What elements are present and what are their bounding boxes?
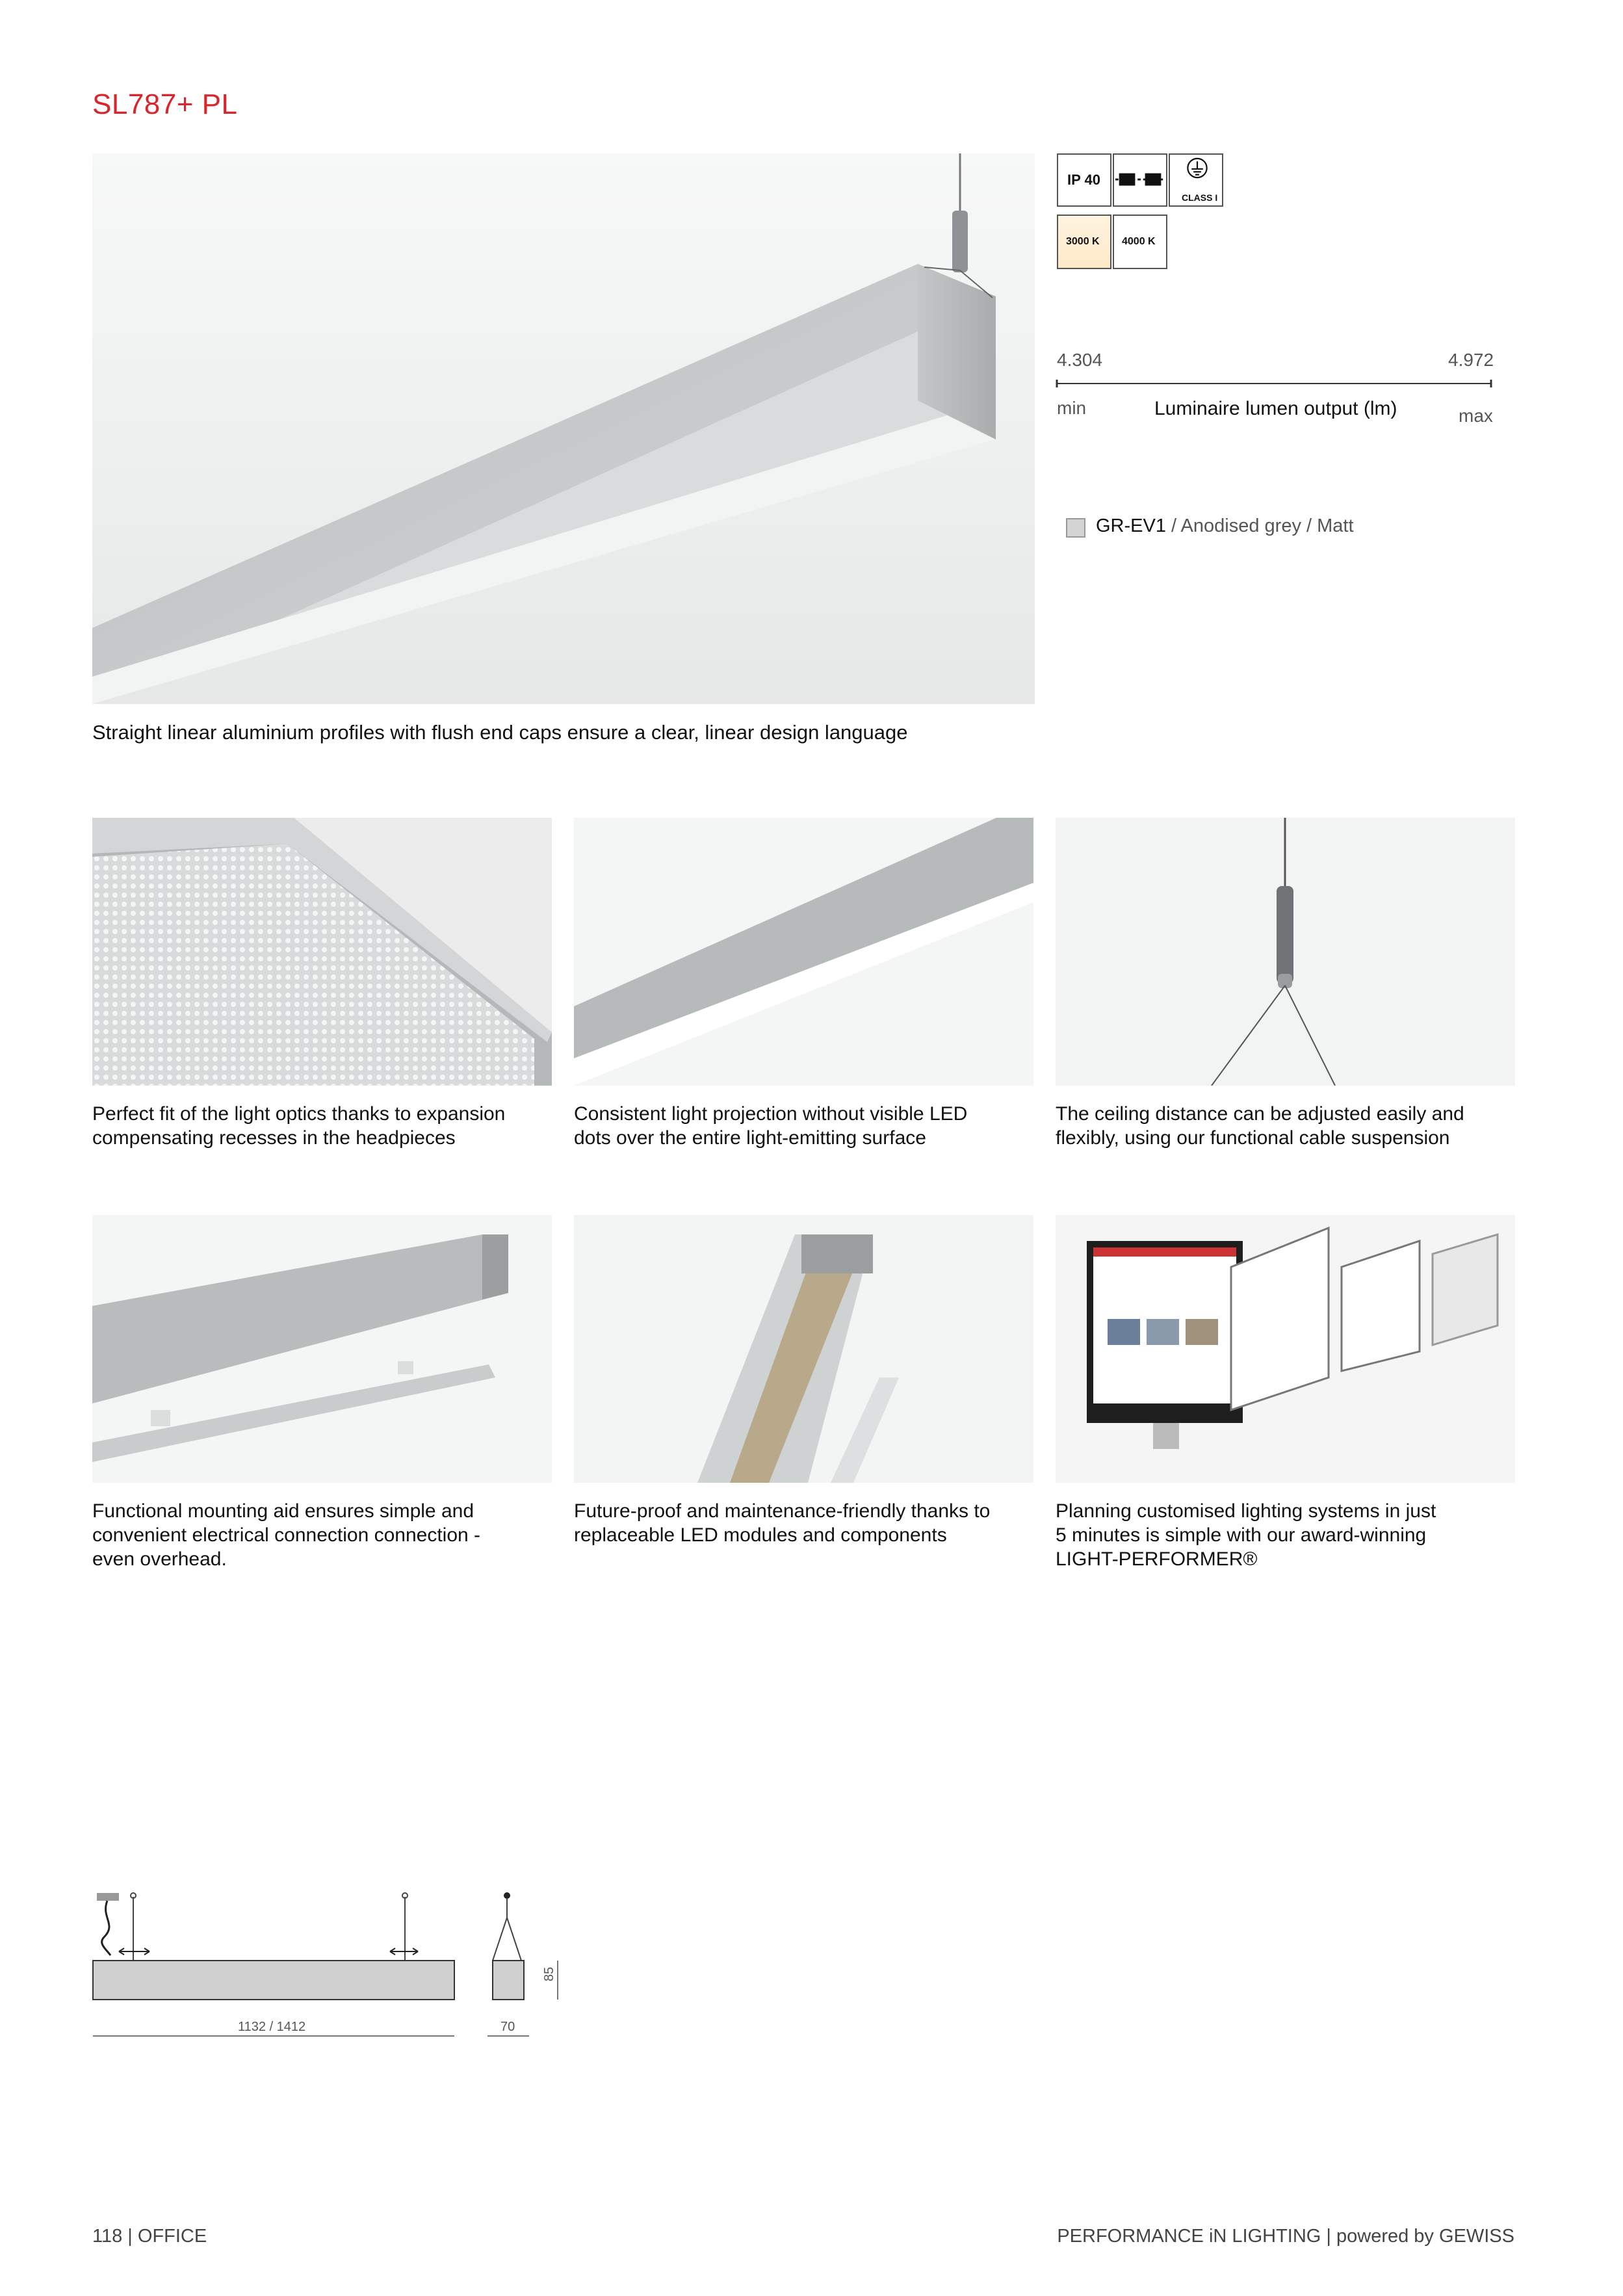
- feature-caption-led-modules: Future-proof and maintenance-friendly thanks to replaceable LED modules and components: [574, 1500, 991, 1546]
- footer-page-section: 118 | OFFICE: [92, 2226, 207, 2247]
- footer-brand-tagline: PERFORMANCE iN LIGHTING | powered by GEWISS: [1057, 2226, 1514, 2247]
- feature-image-cable-suspension: [1056, 818, 1515, 1086]
- through-wiring-icon: [1114, 155, 1166, 205]
- feature-caption-cable-suspension: The ceiling distance can be adjusted easily and flexibly, using our functional cable suspension: [1056, 1103, 1464, 1149]
- feature-caption-mounting-aid: Functional mounting aid ensures simple and convenient electrical connection connection - even overhead.: [92, 1500, 481, 1570]
- finish-code: GR-EV1: [1096, 515, 1166, 536]
- ip-rating-badge: [1057, 153, 1111, 207]
- class-i-badge: [1169, 153, 1223, 207]
- color-temp-4000k-label: 4000 K: [1122, 236, 1156, 247]
- linear-luminaire-illustration: [92, 153, 1035, 704]
- class-i-label: CLASS I: [1182, 192, 1218, 203]
- lumen-scale-title: Luminaire lumen output (lm): [1154, 398, 1397, 419]
- feature-caption-optics: Perfect fit of the light optics thanks to expansion compensating recesses in the headpieces: [92, 1103, 506, 1149]
- hero-caption: Straight linear aluminium profiles with flush end caps ensure a clear, linear design language: [92, 721, 908, 744]
- color-temp-3000k-badge: [1057, 215, 1111, 269]
- dimension-drawing-section: [487, 1885, 565, 2041]
- through-wiring-badge: [1113, 153, 1167, 207]
- lumen-max-value: 4.972: [1448, 350, 1494, 370]
- feature-image-light-performer: [1056, 1215, 1515, 1483]
- prismatic-diffuser-illustration: [92, 818, 552, 1086]
- light-projection-illustration: [574, 818, 1033, 1086]
- color-temp-4000k-badge: [1113, 215, 1167, 269]
- hero-product-image: [92, 153, 1035, 704]
- finish-description: / Anodised grey / Matt: [1165, 515, 1354, 536]
- lumen-min-value: 4.304: [1057, 350, 1103, 370]
- feature-caption-light-projection: Consistent light projection without visible LED dots over the entire light-emitting surface: [574, 1103, 968, 1149]
- led-module-illustration: [574, 1215, 1033, 1483]
- feature-image-led-modules: [574, 1215, 1033, 1483]
- page-title: SL787+ PL: [92, 88, 238, 120]
- earth-ground-icon: [1170, 155, 1225, 194]
- lumen-min-label: min: [1057, 398, 1087, 418]
- height-dimension-label: 85: [542, 1966, 556, 1981]
- feature-image-optics: [92, 818, 552, 1086]
- lumen-scale-bar: [1054, 378, 1494, 389]
- dimension-drawing-side: [88, 1885, 465, 2041]
- feature-caption-light-performer: Planning customised lighting systems in just 5 minutes is simple with our award-winning LIGHT-PERFORMER®: [1056, 1500, 1436, 1570]
- cable-suspension-illustration: [1056, 818, 1515, 1086]
- width-dimension-label: 70: [500, 2020, 515, 2034]
- planning-software-illustration: [1056, 1215, 1515, 1483]
- finish-color-swatch: [1066, 518, 1085, 538]
- color-temp-3000k-label: 3000 K: [1066, 236, 1100, 247]
- lumen-max-label: max: [1459, 406, 1493, 426]
- finish-option: [1096, 515, 1354, 537]
- length-dimension-label: 1132 / 1412: [238, 2020, 306, 2034]
- feature-image-mounting-aid: [92, 1215, 552, 1483]
- mounting-aid-illustration: [92, 1215, 552, 1483]
- ip-rating-label: IP 40: [1067, 172, 1100, 188]
- feature-image-light-projection: [574, 818, 1033, 1086]
